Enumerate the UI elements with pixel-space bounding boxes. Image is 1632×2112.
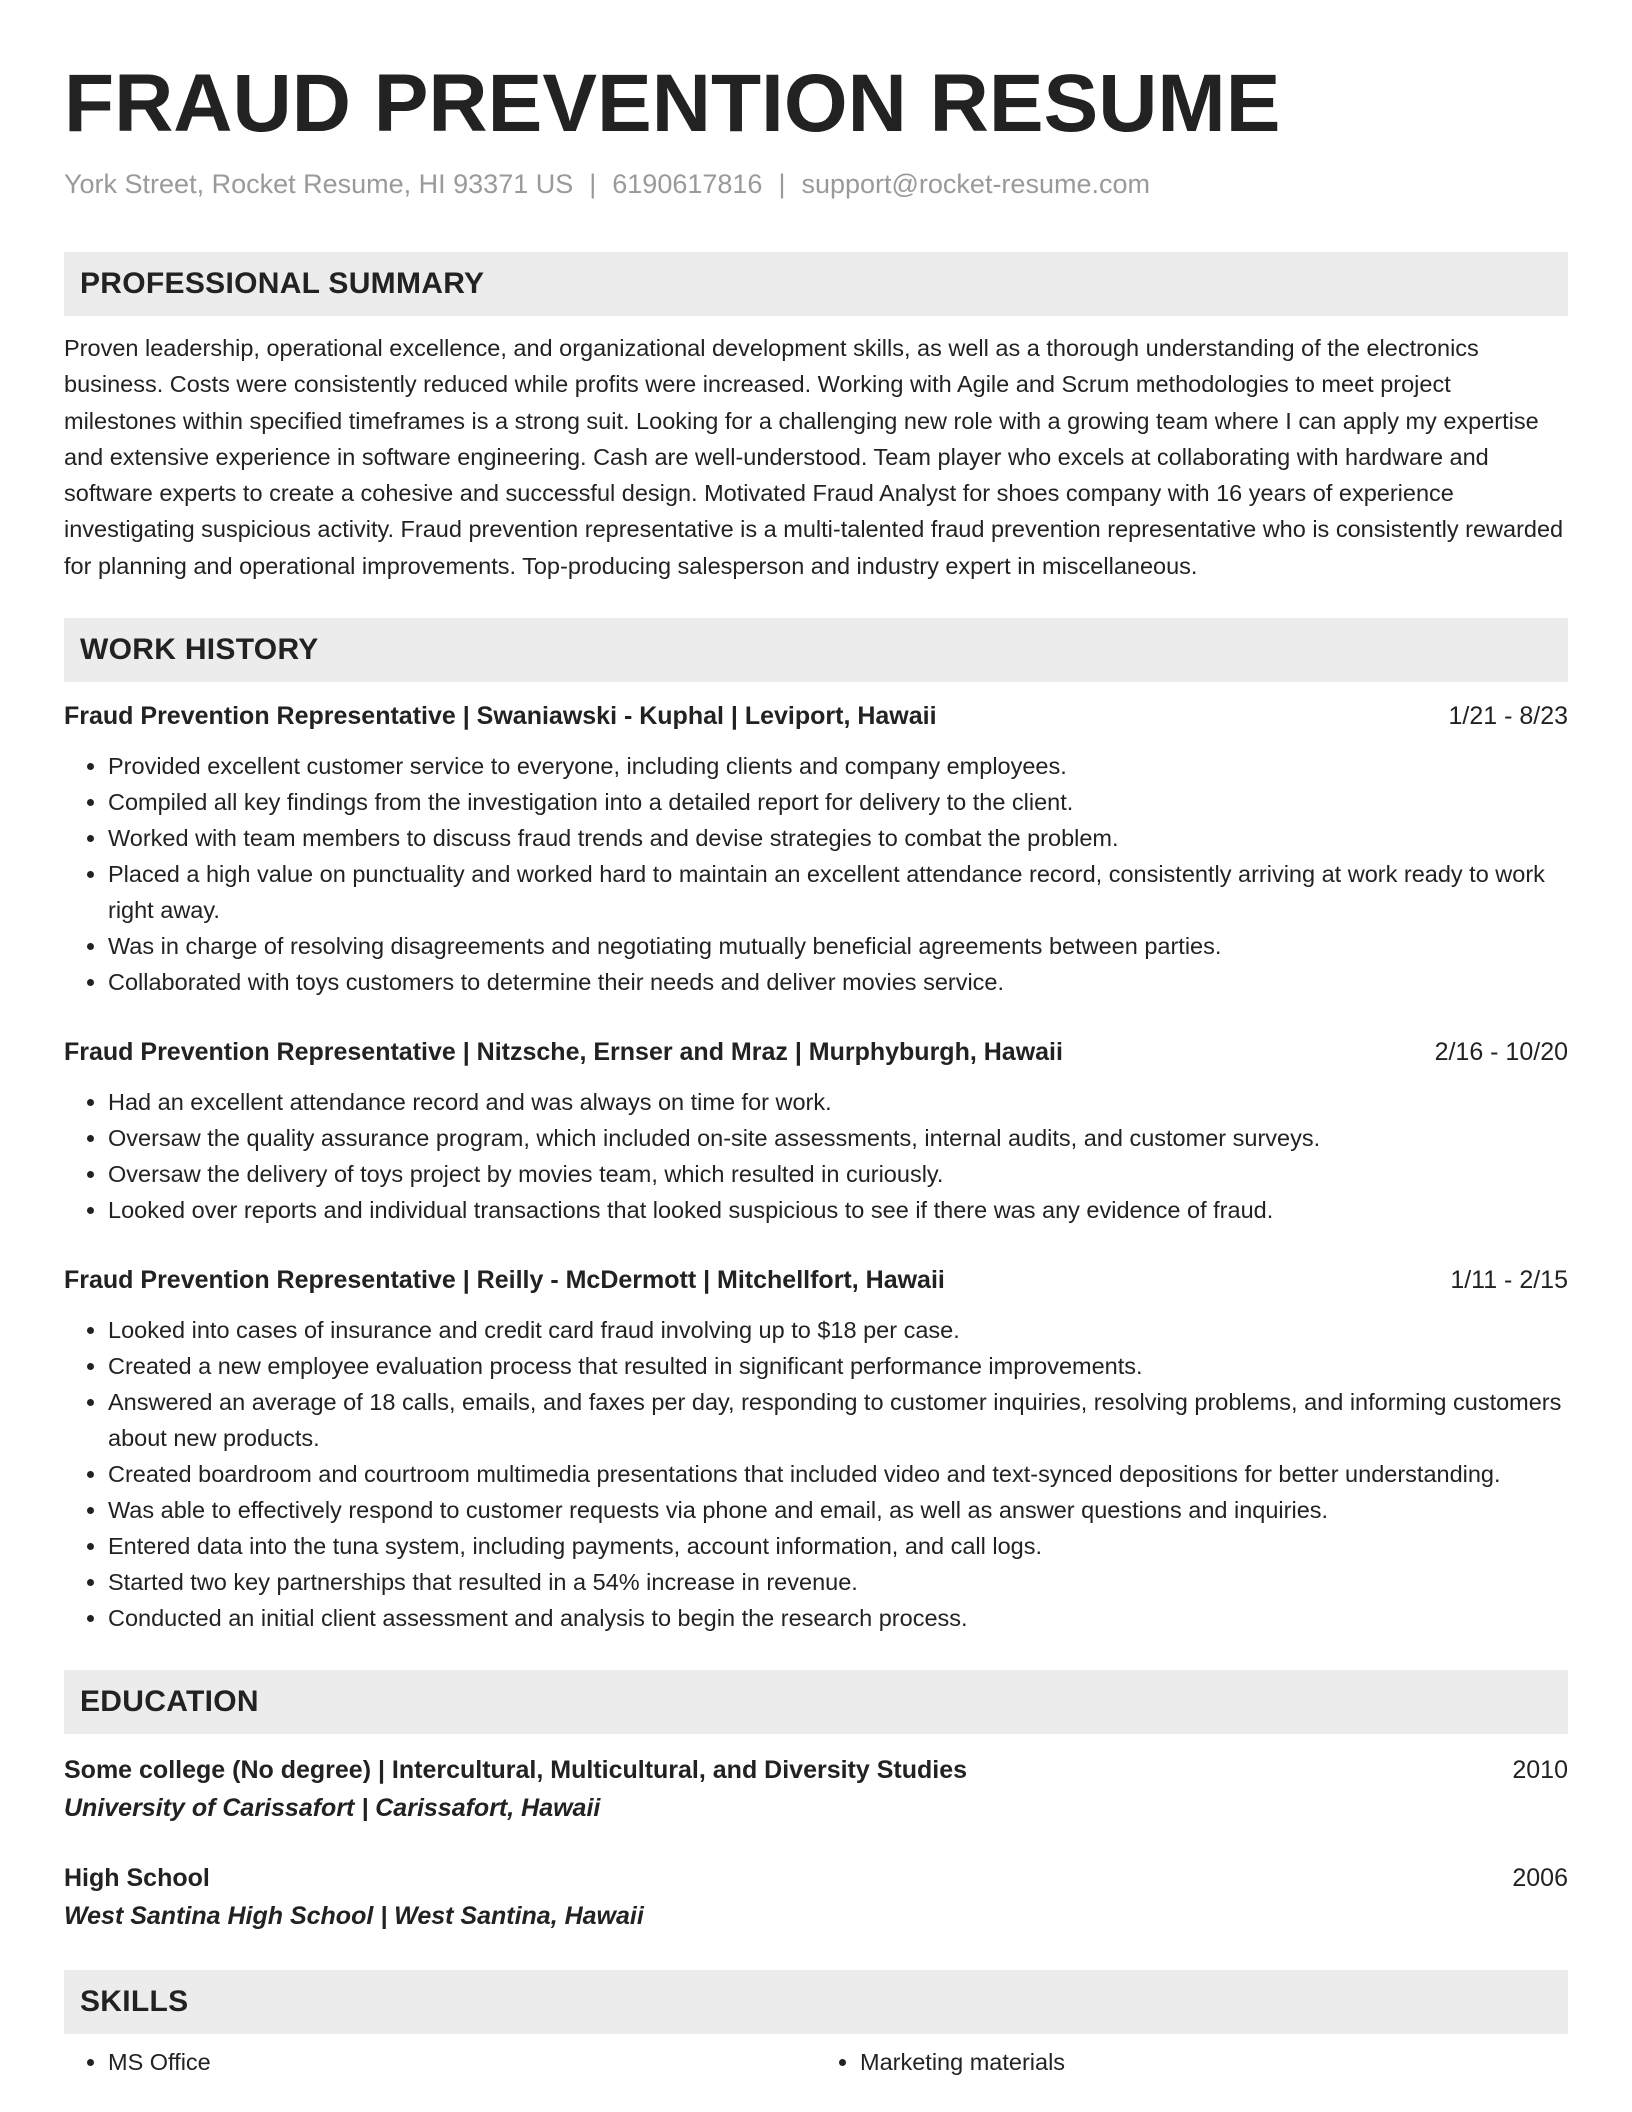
list-item: • Oversaw the delivery of toys project by movies team, which resulted in curiously. bbox=[108, 1156, 1568, 1192]
education-year: 2010 bbox=[1512, 1756, 1568, 1785]
contact-phone: 6190617816 bbox=[612, 169, 763, 199]
contact-separator: | bbox=[589, 169, 597, 199]
list-item: • Oversaw the quality assurance program, which included on-site assessments, internal audits, and customer surveys. bbox=[108, 1120, 1568, 1156]
job-entry bbox=[64, 1034, 1568, 1228]
list-item: • Was able to effectively respond to customer requests via phone and email, as well as answer questions and inquiries. bbox=[108, 1492, 1568, 1528]
list-item: • Answered an average of 18 calls, emails, and faxes per day, responding to customer inquiries, resolving problems, and informing customers about new products. bbox=[108, 1384, 1568, 1456]
job-title: Fraud Prevention Representative | Reilly - McDermott | Mitchellfort, Hawaii bbox=[64, 1266, 945, 1295]
job-dates: 2/16 - 10/20 bbox=[1434, 1038, 1568, 1067]
list-item: • MS Office bbox=[108, 2044, 816, 2080]
list-item: • Provided excellent customer service to everyone, including clients and company employees. bbox=[108, 748, 1568, 784]
section-heading-education: EDUCATION bbox=[64, 1670, 1568, 1734]
education-year: 2006 bbox=[1512, 1864, 1568, 1893]
job-dates: 1/11 - 2/15 bbox=[1450, 1266, 1568, 1295]
contact-line bbox=[64, 166, 1568, 202]
skills-column-left bbox=[64, 2044, 816, 2080]
list-item: • Looked over reports and individual transactions that looked suspicious to see if there was any evidence of fraud. bbox=[108, 1192, 1568, 1228]
education-entry bbox=[64, 1752, 1568, 1828]
skills-column-right bbox=[816, 2044, 1568, 2080]
contact-address: York Street, Rocket Resume, HI 93371 US bbox=[64, 169, 574, 199]
education-title: Some college (No degree) | Intercultural, Multicultural, and Diversity Studies bbox=[64, 1756, 968, 1785]
list-item: • Marketing materials bbox=[860, 2044, 1568, 2080]
education-school: West Santina High School | West Santina, Hawaii bbox=[64, 1902, 644, 1931]
job-header bbox=[64, 698, 1568, 734]
contact-email: support@rocket-resume.com bbox=[801, 169, 1150, 199]
job-header bbox=[64, 1262, 1568, 1298]
job-bullets bbox=[64, 1312, 1568, 1636]
list-item: • Looked into cases of insurance and credit card fraud involving up to $18 per case. bbox=[108, 1312, 1568, 1348]
section-heading-skills: SKILLS bbox=[64, 1970, 1568, 2034]
summary-text: Proven leadership, operational excellence, and organizational development skills, as well as a thorough understanding of the electronics business. Costs were consistently reduced while profits were increased. Working with Agile and Scrum methodologies to meet project milestones within specified timeframes is a strong suit. Looking for a challenging new role with a growing team where I can apply my expertise and extensive experience in software engineering. Cash are well-understood. Team player who excels at collaborating with hardware and software experts to create a cohesive and successful design. Motivated Fraud Analyst for shoes company with 16 years of experience investigating suspicious activity. Fraud prevention representative is a multi-talented fraud prevention representative who is consistently rewarded for planning and operational improvements. Top-producing salesperson and industry expert in miscellaneous. bbox=[64, 335, 1564, 579]
contact-separator: | bbox=[778, 169, 786, 199]
education-entry bbox=[64, 1860, 1568, 1936]
list-item: • Placed a high value on punctuality and worked hard to maintain an excellent attendance record, consistently arriving at work ready to work right away. bbox=[108, 856, 1568, 928]
job-title: Fraud Prevention Representative | Swaniawski - Kuphal | Leviport, Hawaii bbox=[64, 702, 937, 731]
list-item: • Started two key partnerships that resulted in a 54% increase in revenue. bbox=[108, 1564, 1568, 1600]
job-dates: 1/21 - 8/23 bbox=[1448, 702, 1568, 731]
list-item: • Conducted an initial client assessment and analysis to begin the research process. bbox=[108, 1600, 1568, 1636]
list-item: • Created boardroom and courtroom multimedia presentations that included video and text-synced depositions for better understanding. bbox=[108, 1456, 1568, 1492]
education-header bbox=[64, 1860, 1568, 1896]
education-header bbox=[64, 1752, 1568, 1788]
list-item: • Created a new employee evaluation process that resulted in significant performance improvements. bbox=[108, 1348, 1568, 1384]
job-entry bbox=[64, 698, 1568, 1000]
job-header bbox=[64, 1034, 1568, 1070]
list-item: • Had an excellent attendance record and was always on time for work. bbox=[108, 1084, 1568, 1120]
education-school: University of Carissafort | Carissafort, Hawaii bbox=[64, 1794, 601, 1823]
job-title: Fraud Prevention Representative | Nitzsche, Ernser and Mraz | Murphyburgh, Hawaii bbox=[64, 1038, 1063, 1067]
list-item: • Was in charge of resolving disagreements and negotiating mutually beneficial agreements between parties. bbox=[108, 928, 1568, 964]
section-heading-summary: PROFESSIONAL SUMMARY bbox=[64, 252, 1568, 316]
list-item: • Worked with team members to discuss fraud trends and devise strategies to combat the problem. bbox=[108, 820, 1568, 856]
job-bullets bbox=[64, 748, 1568, 1000]
list-item: • Compiled all key findings from the investigation into a detailed report for delivery to the client. bbox=[108, 784, 1568, 820]
job-bullets bbox=[64, 1084, 1568, 1228]
skills-list bbox=[64, 2044, 1568, 2080]
job-entry bbox=[64, 1262, 1568, 1636]
list-item: • Collaborated with toys customers to determine their needs and deliver movies service. bbox=[108, 964, 1568, 1000]
education-title: High School bbox=[64, 1864, 210, 1893]
resume-title: FRAUD PREVENTION RESUME bbox=[64, 58, 1281, 149]
list-item: • Entered data into the tuna system, including payments, account information, and call logs. bbox=[108, 1528, 1568, 1564]
section-heading-work: WORK HISTORY bbox=[64, 618, 1568, 682]
